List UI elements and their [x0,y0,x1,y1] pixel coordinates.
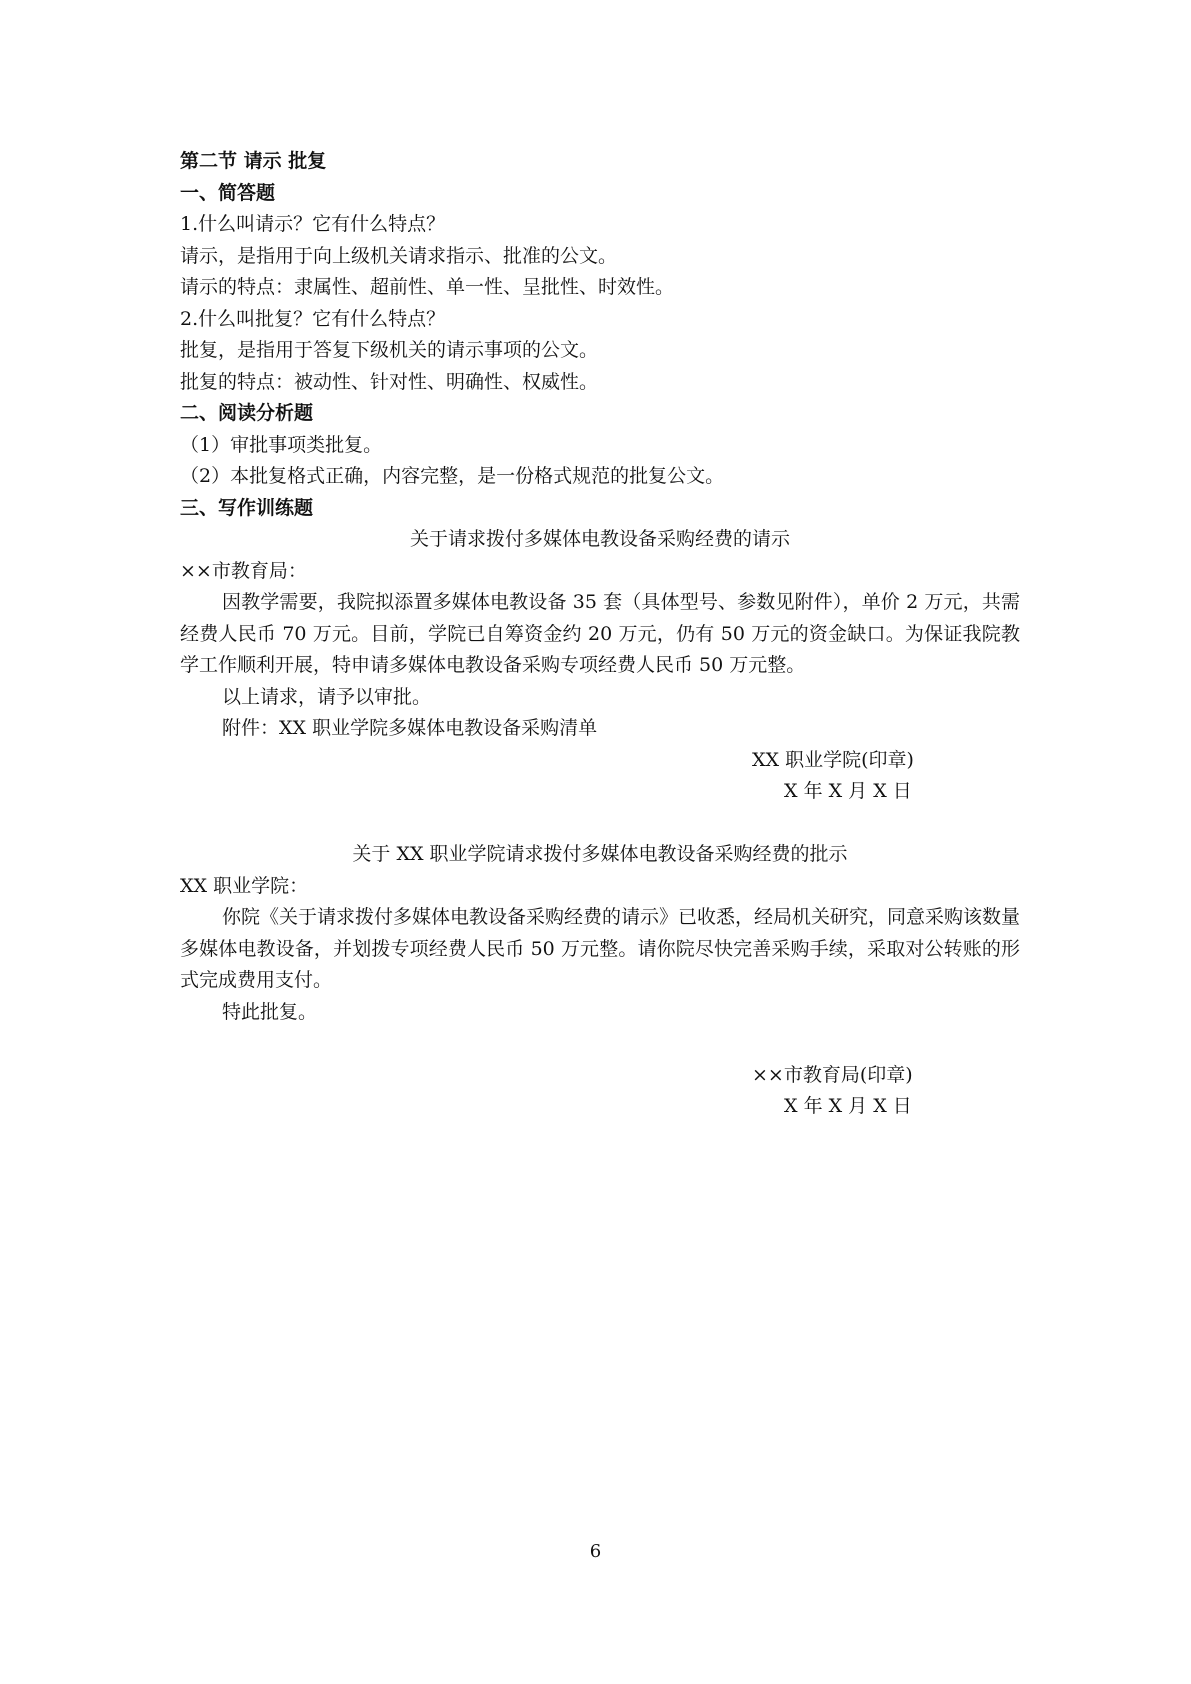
section-title: 第二节 请示 批复 [180,150,327,172]
analysis-item-2: （2）本批复格式正确，内容完整，是一份格式规范的批复公文。 [180,465,725,487]
request-date: X 年 X 月 X 日 [784,780,912,802]
request-attachment: 附件：XX 职业学院多媒体电教设备采购清单 [222,717,598,739]
answer-1-definition: 请示，是指用于向上级机关请求指示、批准的公文。 [180,244,618,267]
answer-2-definition: 批复，是指用于答复下级机关的请示事项的公文。 [180,339,599,361]
answer-2-traits: 批复的特点：被动性、针对性、明确性、权威性。 [180,370,599,393]
reply-closing: 特此批复。 [222,1000,318,1023]
document-body [180,146,1020,1123]
request-body: 因教学需要，我院拟添置多媒体电教设备 35 套（具体型号、参数见附件），单价 2 万元，共需经费人民币 70 万元。目前，学院已自筹资金约 20 万元，仍有 50 万元的资金缺口。为保证我院教学工作顺利开展，特申请多媒体电教设备采购专项经费人民币 50 万元整。 [180,591,1020,676]
reply-recipient: XX 职业学院： [180,874,309,897]
request-title: 关于请求拨付多媒体电教设备采购经费的请示 [409,528,790,550]
part1-heading: 一、简答题 [180,181,276,204]
part2-heading: 二、阅读分析题 [180,402,314,424]
question-2: 2.什么叫批复？它有什么特点？ [180,307,446,330]
spacer [180,1028,1020,1060]
spacer [180,808,1020,840]
analysis-item-1: （1）审批事项类批复。 [180,433,383,456]
part3-heading: 三、写作训练题 [180,496,314,519]
reply-signature: ××市教育局(印章) [752,1063,913,1086]
reply-date: X 年 X 月 X 日 [784,1095,912,1117]
request-recipient: ××市教育局： [180,559,307,582]
reply-title: 关于 XX 职业学院请求拨付多媒体电教设备采购经费的批示 [352,843,848,865]
page-number: 6 [589,1541,602,1562]
reply-body: 你院《关于请求拨付多媒体电教设备采购经费的请示》已收悉，经局机关研究，同意采购该数量多媒体电教设备，并划拨专项经费人民币 50 万元整。请你院尽快完善采购手续，采取对公转账的形式完成费用支付。 [180,906,1021,991]
request-signature: XX 职业学院(印章) [752,748,914,771]
answer-1-traits: 请示的特点：隶属性、超前性、单一性、呈批性、时效性。 [180,276,675,298]
question-1: 1.什么叫请示？它有什么特点？ [180,213,446,235]
request-closing: 以上请求，请予以审批。 [222,685,432,708]
